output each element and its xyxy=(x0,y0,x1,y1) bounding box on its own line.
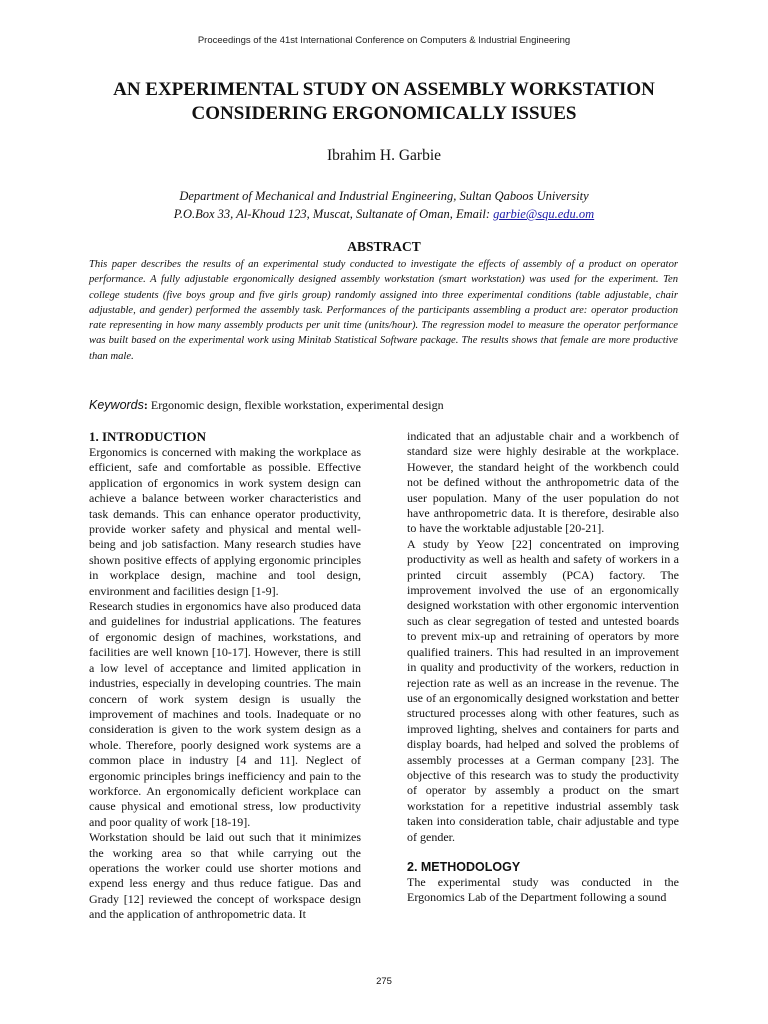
intro-paragraph-5: A study by Yeow [22] concentrated on improving productivity as well as health and safety of workers in a printed circuit assembly (PCA) factory. The improvement involved the use of an ergonomically designed workstation with other ergonomic intervention such as clear segregation of tested and untested boards to prevent mix-up and retraining of operators by more qualified trainers. This had resulted in an improvement in quality and productivity of the workers, reduction in rejection rate as well as an increase in the revenue. The use of an ergonomically designed workstation and better structured processes along with other features, such as improved lighting, shelves and containers for parts and display boards, had helped and solved the problems of assembly processes at a German company [23]. The objective of this research was to study the productivity of operator by assembly a product on the smart workstation for a repetitive industrial assembly task taken into consideration table, chair adjustable and type of gender. xyxy=(407,536,679,844)
abstract-heading: ABSTRACT xyxy=(347,239,421,254)
keywords-label: Keywords xyxy=(89,398,144,412)
intro-paragraph-2: Research studies in ergonomics have also produced data and guidelines for industrial applications. The features of ergonomic design of machines, workstations, and facilities are well known [10-17]. However, there is still a low level of acceptance and limited application in industries, especially in developing countries. The main concern of work system design is usually the improvement of machines and tools. Inadequate or no consideration is given to the work system design as a whole. Therefore, poorly designed work systems are a common place in industry [4 and 11]. Neglect of ergonomic principles brings inefficiency and pain to the workforce. An ergonomically deficient workplace can cause physical and emotional stress, low productivity and poor quality of work [18-19]. xyxy=(89,599,361,829)
section-heading-introduction: 1. INTRODUCTION xyxy=(89,429,207,444)
keywords-line xyxy=(89,398,708,413)
running-header: Proceedings of the 41st International Conference on Computers & Industrial Engineering xyxy=(197,35,571,46)
right-column xyxy=(407,429,679,906)
affiliation-line-2 xyxy=(40,205,728,223)
page-number: 275 xyxy=(376,976,392,987)
paper-title xyxy=(60,78,708,126)
affiliation-line-1: Department of Mechanical and Industrial Engineering, Sultan Qaboos University xyxy=(179,189,589,203)
intro-paragraph-4: indicated that an adjustable chair and a workbench of standard size were highly desirable at the workplace. However, the standard height of the workbench could not be defined without the anthropometric data of the user population. Many of the user population do not have anthropometric data. It is therefore, desirable also to have the worktable adjustable [20-21]. xyxy=(407,429,679,536)
author-affiliation xyxy=(40,187,728,223)
author-name: Ibrahim H. Garbie xyxy=(326,147,442,164)
abstract-text: This paper describes the results of an experimental study conducted to investigate the effects of assembly of a product on operator performance. A fully adjustable ergonomically designed assembly workstation (smart workstation) was used for the experiment. Ten college students (five boys group and five girls group) randomly assigned into three experimental conditions (table adjustable, chair adjustable, and gender) performed the assembly task. Performances of the participants assembling a product are: operator production rate representing in how many assembly products per unit time (units/hour). The regression model to measure the operator performance was built based on the experimental work using Minitab Statistical Software package. The results shows that female are more productive than male. xyxy=(89,259,678,362)
keywords-text: Ergonomic design, flexible workstation, experimental design xyxy=(150,398,444,412)
keywords-colon: : xyxy=(143,398,151,412)
title-line-2: CONSIDERING ERGONOMICALLY ISSUES xyxy=(191,103,577,124)
section-heading-methodology: 2. METHODOLOGY xyxy=(407,859,521,874)
title-line-1: AN EXPERIMENTAL STUDY ON ASSEMBLY WORKSTATION xyxy=(113,79,655,100)
left-column xyxy=(89,429,361,923)
methodology-paragraph-1: The experimental study was conducted in the Ergonomics Lab of the Department following a sound xyxy=(407,874,679,905)
email-link[interactable]: garbie@squ.edu.om xyxy=(493,207,595,221)
intro-paragraph-3: Workstation should be laid out such that it minimizes the working area so that while carrying out the operations the worker could use shorter motions and expend less energy and thus reduce fatigue. Das and Grady [12] reviewed the concept of workspace design and the application of anthropometric data. It xyxy=(89,830,361,922)
affiliation-address: P.O.Box 33, Al-Khoud 123, Muscat, Sultanate of Oman, Email: xyxy=(173,207,494,221)
intro-paragraph-1: Ergonomics is concerned with making the workplace as efficient, safe and comfortable as possible. Effective application of ergonomics in work system design can achieve a balance between worker characteristics and task demands. This can enhance operator productivity, provide worker safety and physical and mental well-being and job satisfaction. Many research studies have shown positive effects of applying ergonomic principles in workplace design, machine and tool design, environment and facilities design [1-9]. xyxy=(89,445,361,598)
section-spacer xyxy=(407,845,679,859)
